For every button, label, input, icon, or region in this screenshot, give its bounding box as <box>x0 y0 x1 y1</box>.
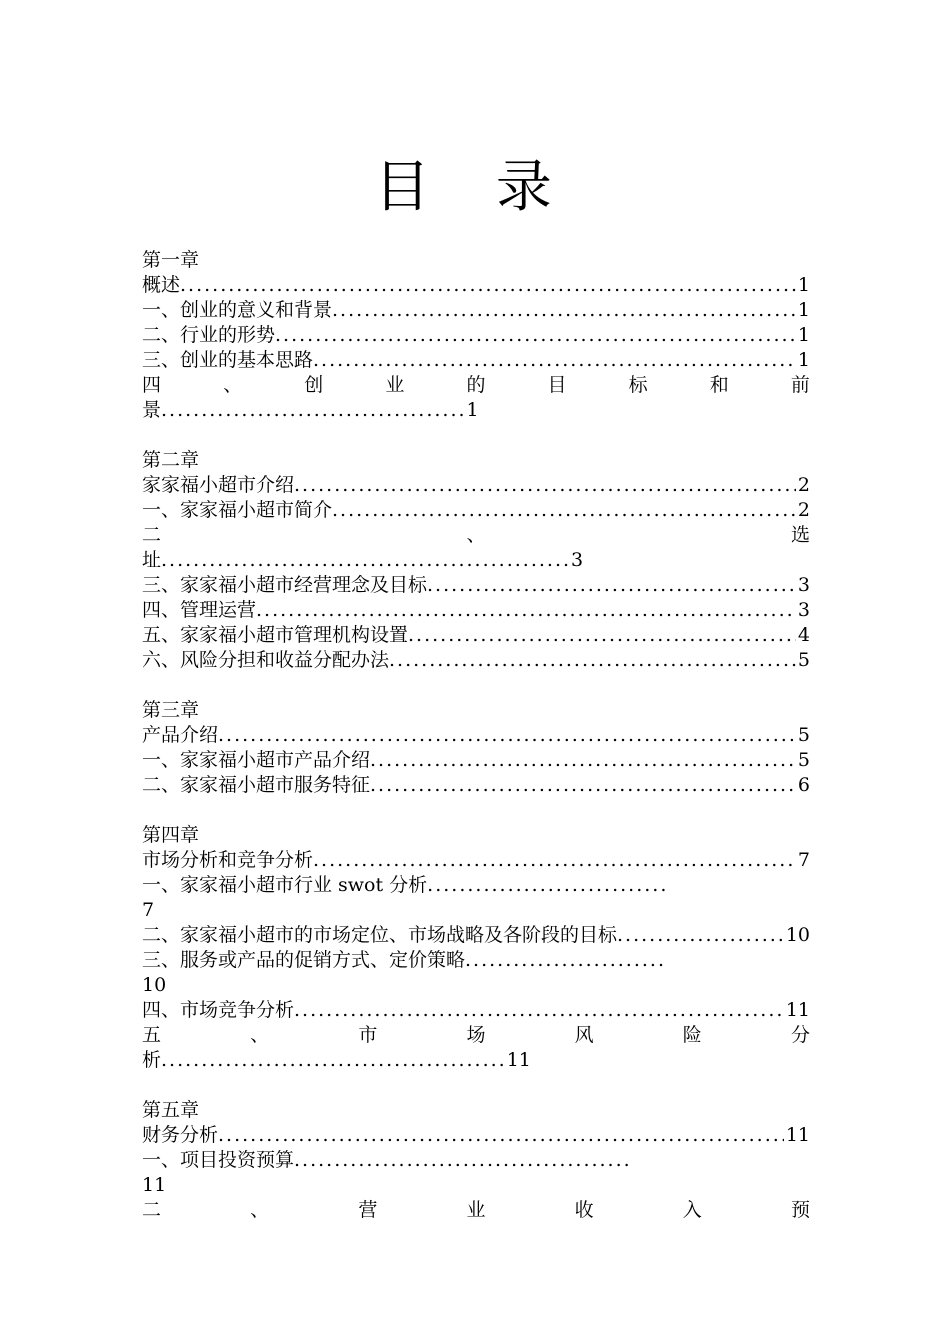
toc-entry[interactable] <box>142 1123 810 1148</box>
toc-char: 风 <box>574 1024 594 1046</box>
toc-char: 前 <box>790 374 810 396</box>
toc-char: 创 <box>304 374 324 396</box>
toc-char: 目 <box>547 374 567 396</box>
dot-leader <box>313 348 796 373</box>
toc-entry-page: 3 <box>797 574 810 596</box>
toc-entry-justified[interactable] <box>142 523 810 548</box>
toc-entry-text: 一、家家福小超市简介 <box>142 499 333 521</box>
toc-char: 、 <box>466 524 486 546</box>
toc-entry[interactable] <box>142 948 810 973</box>
toc-entry-text: 二、行业的形势 <box>142 324 276 346</box>
dot-leader <box>256 598 796 623</box>
toc-char: 选 <box>790 524 810 546</box>
toc-entry-page: 5 <box>797 649 810 671</box>
toc-char: 和 <box>709 374 729 396</box>
toc-entry-page: 1 <box>797 299 810 321</box>
table-of-contents <box>142 248 810 1248</box>
toc-entry-page: 1 <box>797 349 810 371</box>
dot-leader <box>218 723 796 748</box>
toc-entry-page: 3 <box>571 549 584 571</box>
toc-entry[interactable] <box>142 773 810 798</box>
toc-entry[interactable] <box>142 298 810 323</box>
dot-leader: .............................. <box>427 874 669 896</box>
toc-entry[interactable] <box>142 473 810 498</box>
chapter-heading: 第二章 <box>142 449 200 471</box>
toc-entry-page: 10 <box>142 974 167 996</box>
toc-char: 四 <box>142 374 162 396</box>
toc-char: 、 <box>250 1199 270 1221</box>
toc-entry-text: 二、家家福小超市的市场定位、市场战略及各阶段的目标 <box>142 924 618 946</box>
toc-entry-text: 家家福小超市介绍 <box>142 474 295 496</box>
toc-entry-text: 五、家家福小超市管理机构设置 <box>142 624 409 646</box>
toc-entry-text: 三、创业的基本思路 <box>142 349 314 371</box>
toc-entry-text: 一、家家福小超市产品介绍 <box>142 749 371 771</box>
toc-entry-page: 5 <box>797 724 810 746</box>
toc-entry-text: 一、项目投资预算 <box>142 1149 295 1171</box>
toc-entry-text: 一、家家福小超市行业 swot 分析 <box>142 874 428 896</box>
toc-entry-page: 6 <box>797 774 810 796</box>
chapter-heading: 第四章 <box>142 824 200 846</box>
toc-char: 市 <box>358 1024 378 1046</box>
toc-entry[interactable] <box>142 748 810 773</box>
dot-leader <box>332 498 796 523</box>
chapter-5 <box>142 1098 810 1223</box>
toc-entry-text: 市场分析和竞争分析 <box>142 849 314 871</box>
toc-char: 营 <box>358 1199 378 1221</box>
dot-leader <box>370 748 796 773</box>
toc-entry-page: 11 <box>785 1124 810 1146</box>
toc-entry-text: 三、服务或产品的促销方式、定价策略 <box>142 949 466 971</box>
toc-entry-page: 11 <box>142 1174 167 1196</box>
chapter-heading: 第五章 <box>142 1099 200 1121</box>
dot-leader: ........................................... <box>161 1049 507 1071</box>
toc-entry-text: 四、管理运营 <box>142 599 257 621</box>
toc-entry[interactable] <box>142 323 810 348</box>
toc-char: 入 <box>682 1199 702 1221</box>
toc-char: 业 <box>385 374 405 396</box>
toc-entry-text: 一、创业的意义和背景 <box>142 299 333 321</box>
toc-entry-text: 六、风险分担和收益分配办法 <box>142 649 390 671</box>
dot-leader <box>294 998 784 1023</box>
toc-entry-continuation[interactable] <box>142 398 810 423</box>
toc-entry-page: 1 <box>797 324 810 346</box>
toc-entry-page: 1 <box>797 274 810 296</box>
dot-leader: ...................................... <box>161 399 467 421</box>
toc-entry-justified[interactable] <box>142 1198 810 1223</box>
toc-entry-page: 2 <box>797 499 810 521</box>
toc-entry-text: 景 <box>142 399 162 421</box>
toc-entry-page: 11 <box>506 1049 531 1071</box>
toc-char: 标 <box>628 374 648 396</box>
toc-char: 收 <box>574 1199 594 1221</box>
dot-leader <box>617 923 784 948</box>
dot-leader <box>427 573 796 598</box>
toc-entry-page: 4 <box>797 624 810 646</box>
dot-leader <box>408 623 796 648</box>
toc-entry-text: 概述 <box>142 274 181 296</box>
toc-entry-text: 财务分析 <box>142 1124 219 1146</box>
toc-entry[interactable] <box>142 873 810 898</box>
toc-entry-text: 四、市场竞争分析 <box>142 999 295 1021</box>
chapter-3 <box>142 698 810 798</box>
chapter-1 <box>142 248 810 423</box>
dot-leader <box>370 773 796 798</box>
toc-entry-page: 5 <box>797 749 810 771</box>
toc-entry[interactable] <box>142 573 810 598</box>
toc-entry[interactable] <box>142 1148 810 1173</box>
toc-entry-page: 2 <box>797 474 810 496</box>
toc-entry-text: 析 <box>142 1049 162 1071</box>
toc-entry[interactable] <box>142 598 810 623</box>
chapter-heading: 第三章 <box>142 699 200 721</box>
toc-entry[interactable] <box>142 623 810 648</box>
toc-entry-text: 址 <box>142 549 162 571</box>
toc-entry-page: 10 <box>785 924 810 946</box>
dot-leader: ......................... <box>465 949 667 971</box>
chapter-2 <box>142 448 810 673</box>
dot-leader <box>218 1123 784 1148</box>
toc-char: 分 <box>790 1024 810 1046</box>
toc-char: 二 <box>142 1199 162 1221</box>
dot-leader <box>294 473 796 498</box>
toc-entry[interactable] <box>142 923 810 948</box>
toc-entry[interactable] <box>142 498 810 523</box>
dot-leader <box>180 273 796 298</box>
dot-leader <box>313 848 796 873</box>
chapter-heading: 第一章 <box>142 249 200 271</box>
toc-char: 险 <box>682 1024 702 1046</box>
toc-char: 、 <box>223 374 243 396</box>
toc-entry[interactable] <box>142 998 810 1023</box>
toc-char: 业 <box>466 1199 486 1221</box>
toc-entry-page: 7 <box>142 899 155 921</box>
chapter-4 <box>142 823 810 1073</box>
toc-entry[interactable] <box>142 848 810 873</box>
toc-char: 预 <box>790 1199 810 1221</box>
toc-entry-page: 1 <box>466 399 479 421</box>
toc-entry-justified[interactable] <box>142 373 810 398</box>
toc-char: 五 <box>142 1024 162 1046</box>
dot-leader: ................................................... <box>161 549 572 571</box>
toc-entry[interactable] <box>142 348 810 373</box>
toc-entry-continuation[interactable] <box>142 548 810 573</box>
toc-entry-page: 11 <box>785 999 810 1021</box>
dot-leader <box>332 298 796 323</box>
toc-char: 的 <box>466 374 486 396</box>
toc-entry-justified[interactable] <box>142 1023 810 1048</box>
toc-entry-page: 7 <box>797 849 810 871</box>
toc-entry-text: 产品介绍 <box>142 724 219 746</box>
dot-leader: .......................................... <box>294 1149 632 1171</box>
toc-entry[interactable] <box>142 273 810 298</box>
toc-entry-page: 3 <box>797 599 810 621</box>
toc-entry-text: 三、家家福小超市经营理念及目标 <box>142 574 428 596</box>
dot-leader <box>275 323 796 348</box>
toc-entry[interactable] <box>142 648 810 673</box>
page-title: 目 录 <box>374 155 576 220</box>
dot-leader <box>389 648 796 673</box>
toc-char: 、 <box>250 1024 270 1046</box>
toc-char: 场 <box>466 1024 486 1046</box>
toc-char: 二 <box>142 524 162 546</box>
toc-entry-continuation[interactable] <box>142 1048 810 1073</box>
toc-entry[interactable] <box>142 723 810 748</box>
toc-entry-text: 二、家家福小超市服务特征 <box>142 774 371 796</box>
